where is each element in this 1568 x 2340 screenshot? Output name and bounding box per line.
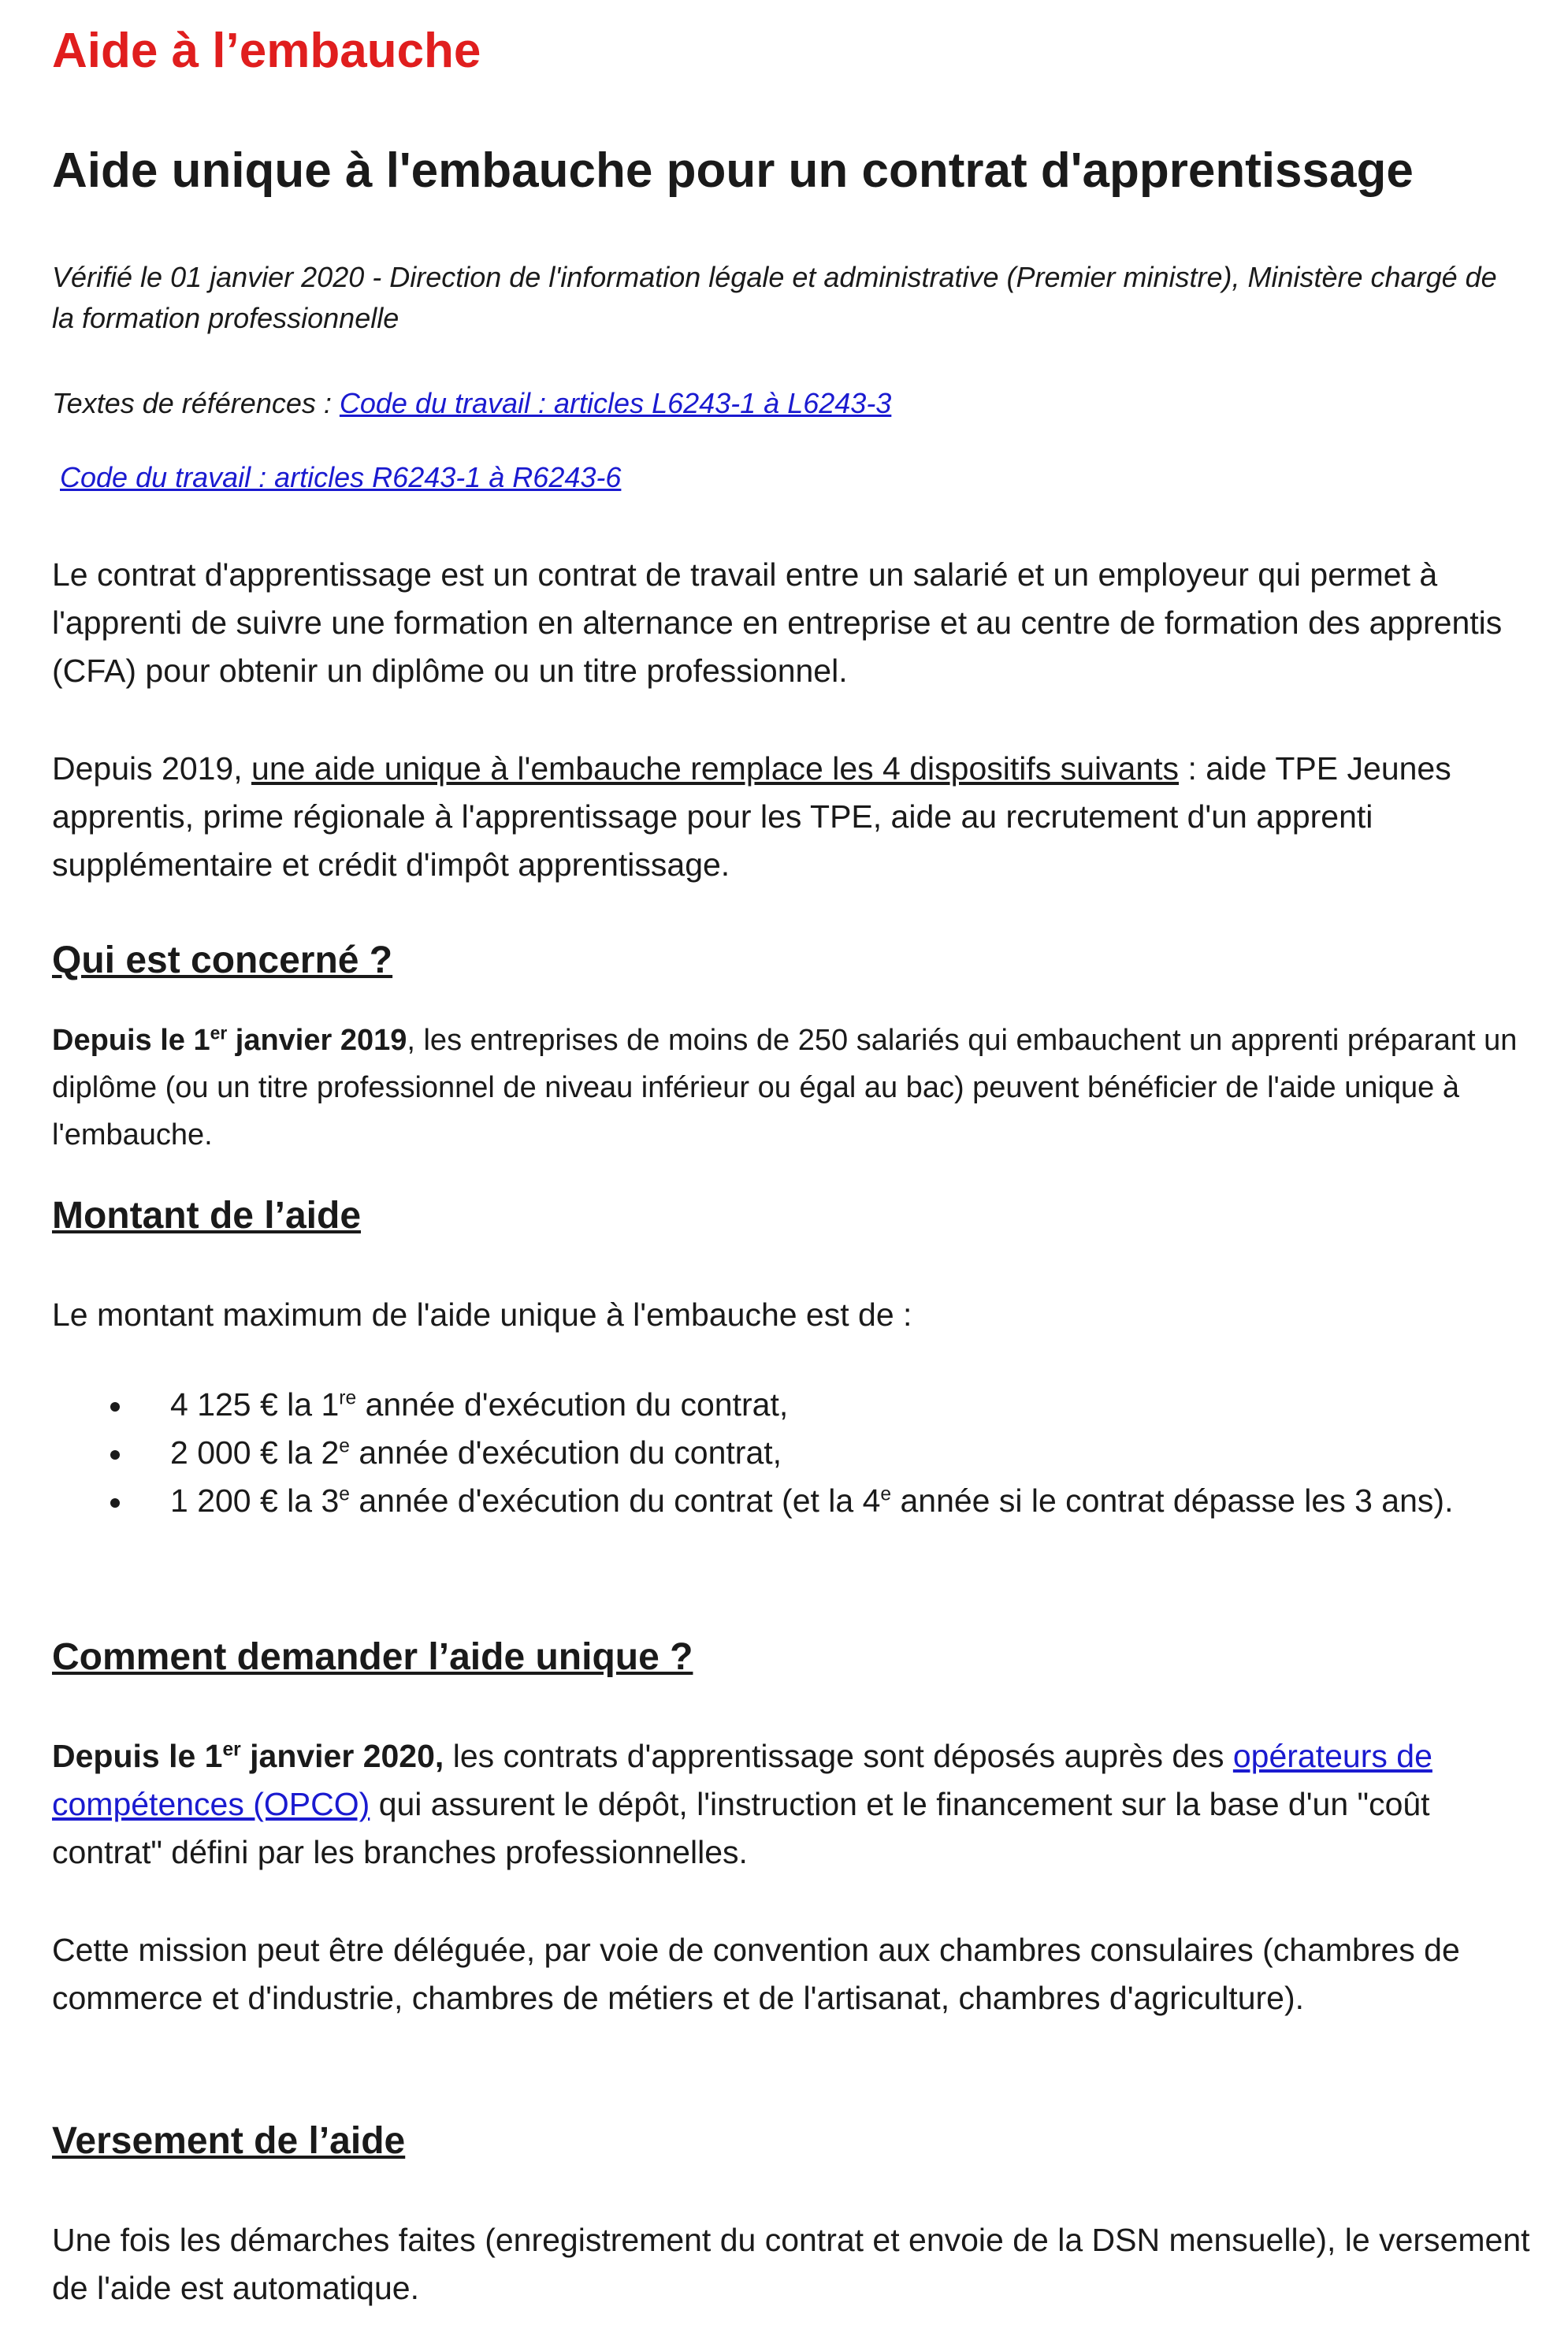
intro-p2-start: Depuis 2019,: [52, 750, 252, 787]
heading-versement-aide: Versement de l’aide: [52, 2120, 406, 2162]
request-paragraph-1: Depuis le 1er janvier 2020, les contrats d'apprentissage sont déposés auprès des opérateurs de compétences (OPCO) qui assurent le dépôt, l'instruction et le financement sur la base d'un "coût contrat" défini par les branches professionnelles.: [52, 1738, 1432, 1870]
document-title: Aide à l’embauche: [52, 24, 481, 78]
concerned-bold-date: Depuis le 1er janvier 2019: [52, 1022, 407, 1057]
bullet-icon: [110, 1450, 120, 1460]
page-title: Aide unique à l'embauche pour un contrat d'apprentissage: [52, 143, 1414, 198]
intro-p2-end: : aide TPE Jeunes apprentis, prime régionale à l'apprentissage pour les TPE, aide au recrutement d'un apprenti supplémentaire et crédit d'impôt apprentissage.: [52, 750, 1451, 883]
amount-item-year-2: 2 000 € la 2e année d'exécution du contrat,: [52, 1429, 1533, 1477]
intro-p2-underlined: une aide unique à l'embauche remplace les 4 dispositifs suivants: [251, 750, 1180, 787]
references-label: Textes de références :: [52, 387, 332, 419]
opco-link[interactable]: opérateurs de compétences (OPCO): [52, 1738, 1432, 1822]
verification-meta: Vérifié le 01 janvier 2020 - Direction de l'information légale et administrative (Premier ministre), Ministère chargé de la formation professionnelle: [52, 261, 1497, 334]
reference-link-l6243[interactable]: Code du travail : articles L6243-1 à L6243-3: [339, 387, 892, 419]
request-bold-date: Depuis le 1er janvier 2020,: [52, 1738, 444, 1774]
amount-list: [52, 1381, 1533, 1525]
bullet-icon: [110, 1498, 120, 1508]
amount-item-year-3: 1 200 € la 3e année d'exécution du contrat (et la 4e année si le contrat dépasse les 3 ans).: [52, 1477, 1533, 1525]
references-line: [52, 383, 891, 424]
concerned-text: , les entreprises de moins de 250 salariés qui embauchent un apprenti préparant un diplôme (ou un titre professionnel de niveau inférieur ou égal au bac) peuvent bénéficier de l'aide unique à l'embauche.: [52, 1024, 1518, 1151]
amount-intro: Le montant maximum de l'aide unique à l'embauche est de :: [52, 1296, 912, 1333]
payment-paragraph: Une fois les démarches faites (enregistrement du contrat et envoie de la DSN mensuelle), le versement de l'aide est automatique.: [52, 2222, 1530, 2306]
heading-montant-aide: Montant de l’aide: [52, 1195, 362, 1237]
concerned-paragraph: [52, 1017, 1533, 1159]
heading-comment-demander: Comment demander l’aide unique ?: [52, 1636, 693, 1678]
intro-paragraph-1: Le contrat d'apprentissage est un contrat de travail entre un salarié et un employeur qui permet à l'apprenti de suivre une formation en alternance en entreprise et au centre de formation des apprentis (CFA) pour obtenir un diplôme ou un titre professionnel.: [52, 556, 1503, 689]
bullet-icon: [110, 1402, 120, 1412]
heading-qui-est-concerne: Qui est concerné ?: [52, 939, 393, 981]
request-paragraph-2: Cette mission peut être déléguée, par voie de convention aux chambres consulaires (chambres de commerce et d'industrie, chambres de métiers et de l'artisanat, chambres d'agriculture).: [52, 1932, 1460, 2016]
reference-link-r6243[interactable]: Code du travail : articles R6243-1 à R6243-6: [60, 461, 622, 493]
references-line-2: [60, 457, 621, 498]
intro-paragraph-2: [52, 745, 1533, 889]
amount-item-year-1: 4 125 € la 1re année d'exécution du contrat,: [52, 1381, 1533, 1429]
